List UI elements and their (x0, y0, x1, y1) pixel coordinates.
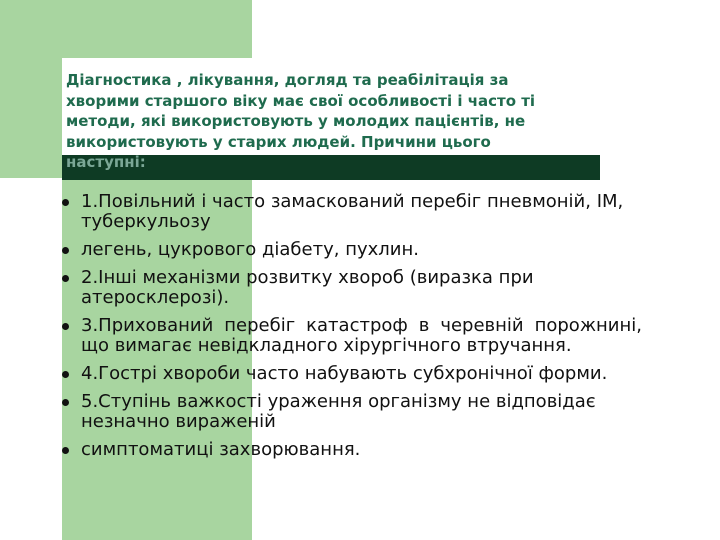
bullet-list (62, 192, 642, 468)
bullet-text-4: 3.Прихований перебіг катастроф в черевній порожнині, що вимагає невідкладного хірургічного втручання. (81, 315, 642, 356)
bullet-item-1 (62, 192, 642, 232)
bullet-text-2: легень, цукрового діабету, пухлин. (81, 239, 419, 260)
slide-title (66, 70, 596, 173)
left-margin-panel (0, 178, 62, 540)
bullet-dot-icon (62, 275, 69, 282)
title-line-3: методи, які використовують у молодих пацієнтів, не (66, 112, 526, 130)
bullet-dot-icon (62, 371, 69, 378)
title-line-4: використовують у старих людей. Причини цього (66, 132, 491, 151)
bullet-text-1: 1.Повільний і часто замаскований перебіг пневмоній, ІМ, туберкульозу (81, 191, 624, 232)
bullet-text-5: 4.Гострі хвороби часто набувають субхронічної форми. (81, 363, 608, 384)
bullet-dot-icon (62, 199, 69, 206)
bullet-item-5 (62, 364, 642, 384)
bullet-text-3: 2.Інші механізми розвитку хвороб (виразка при атеросклерозі). (81, 267, 534, 308)
bullet-item-7 (62, 440, 642, 460)
bullet-item-4 (62, 316, 642, 356)
title-line-1: Діагностика , лікування, догляд та реабілітація за (66, 71, 509, 89)
title-line-2: хворими старшого віку має свої особливості і часто ті (66, 91, 536, 110)
bullet-item-2 (62, 240, 642, 260)
bullet-item-6 (62, 392, 642, 432)
bullet-dot-icon (62, 323, 69, 330)
bullet-item-3 (62, 268, 642, 308)
bullet-text-7: симптоматиці захворювання. (81, 439, 361, 460)
bullet-text-6: 5.Ступінь важкості ураження організму не відповідає незначно вираженій (81, 391, 596, 432)
bullet-dot-icon (62, 447, 69, 454)
bullet-dot-icon (62, 399, 69, 406)
title-line-5: наступні: (66, 153, 146, 171)
bullet-dot-icon (62, 247, 69, 254)
